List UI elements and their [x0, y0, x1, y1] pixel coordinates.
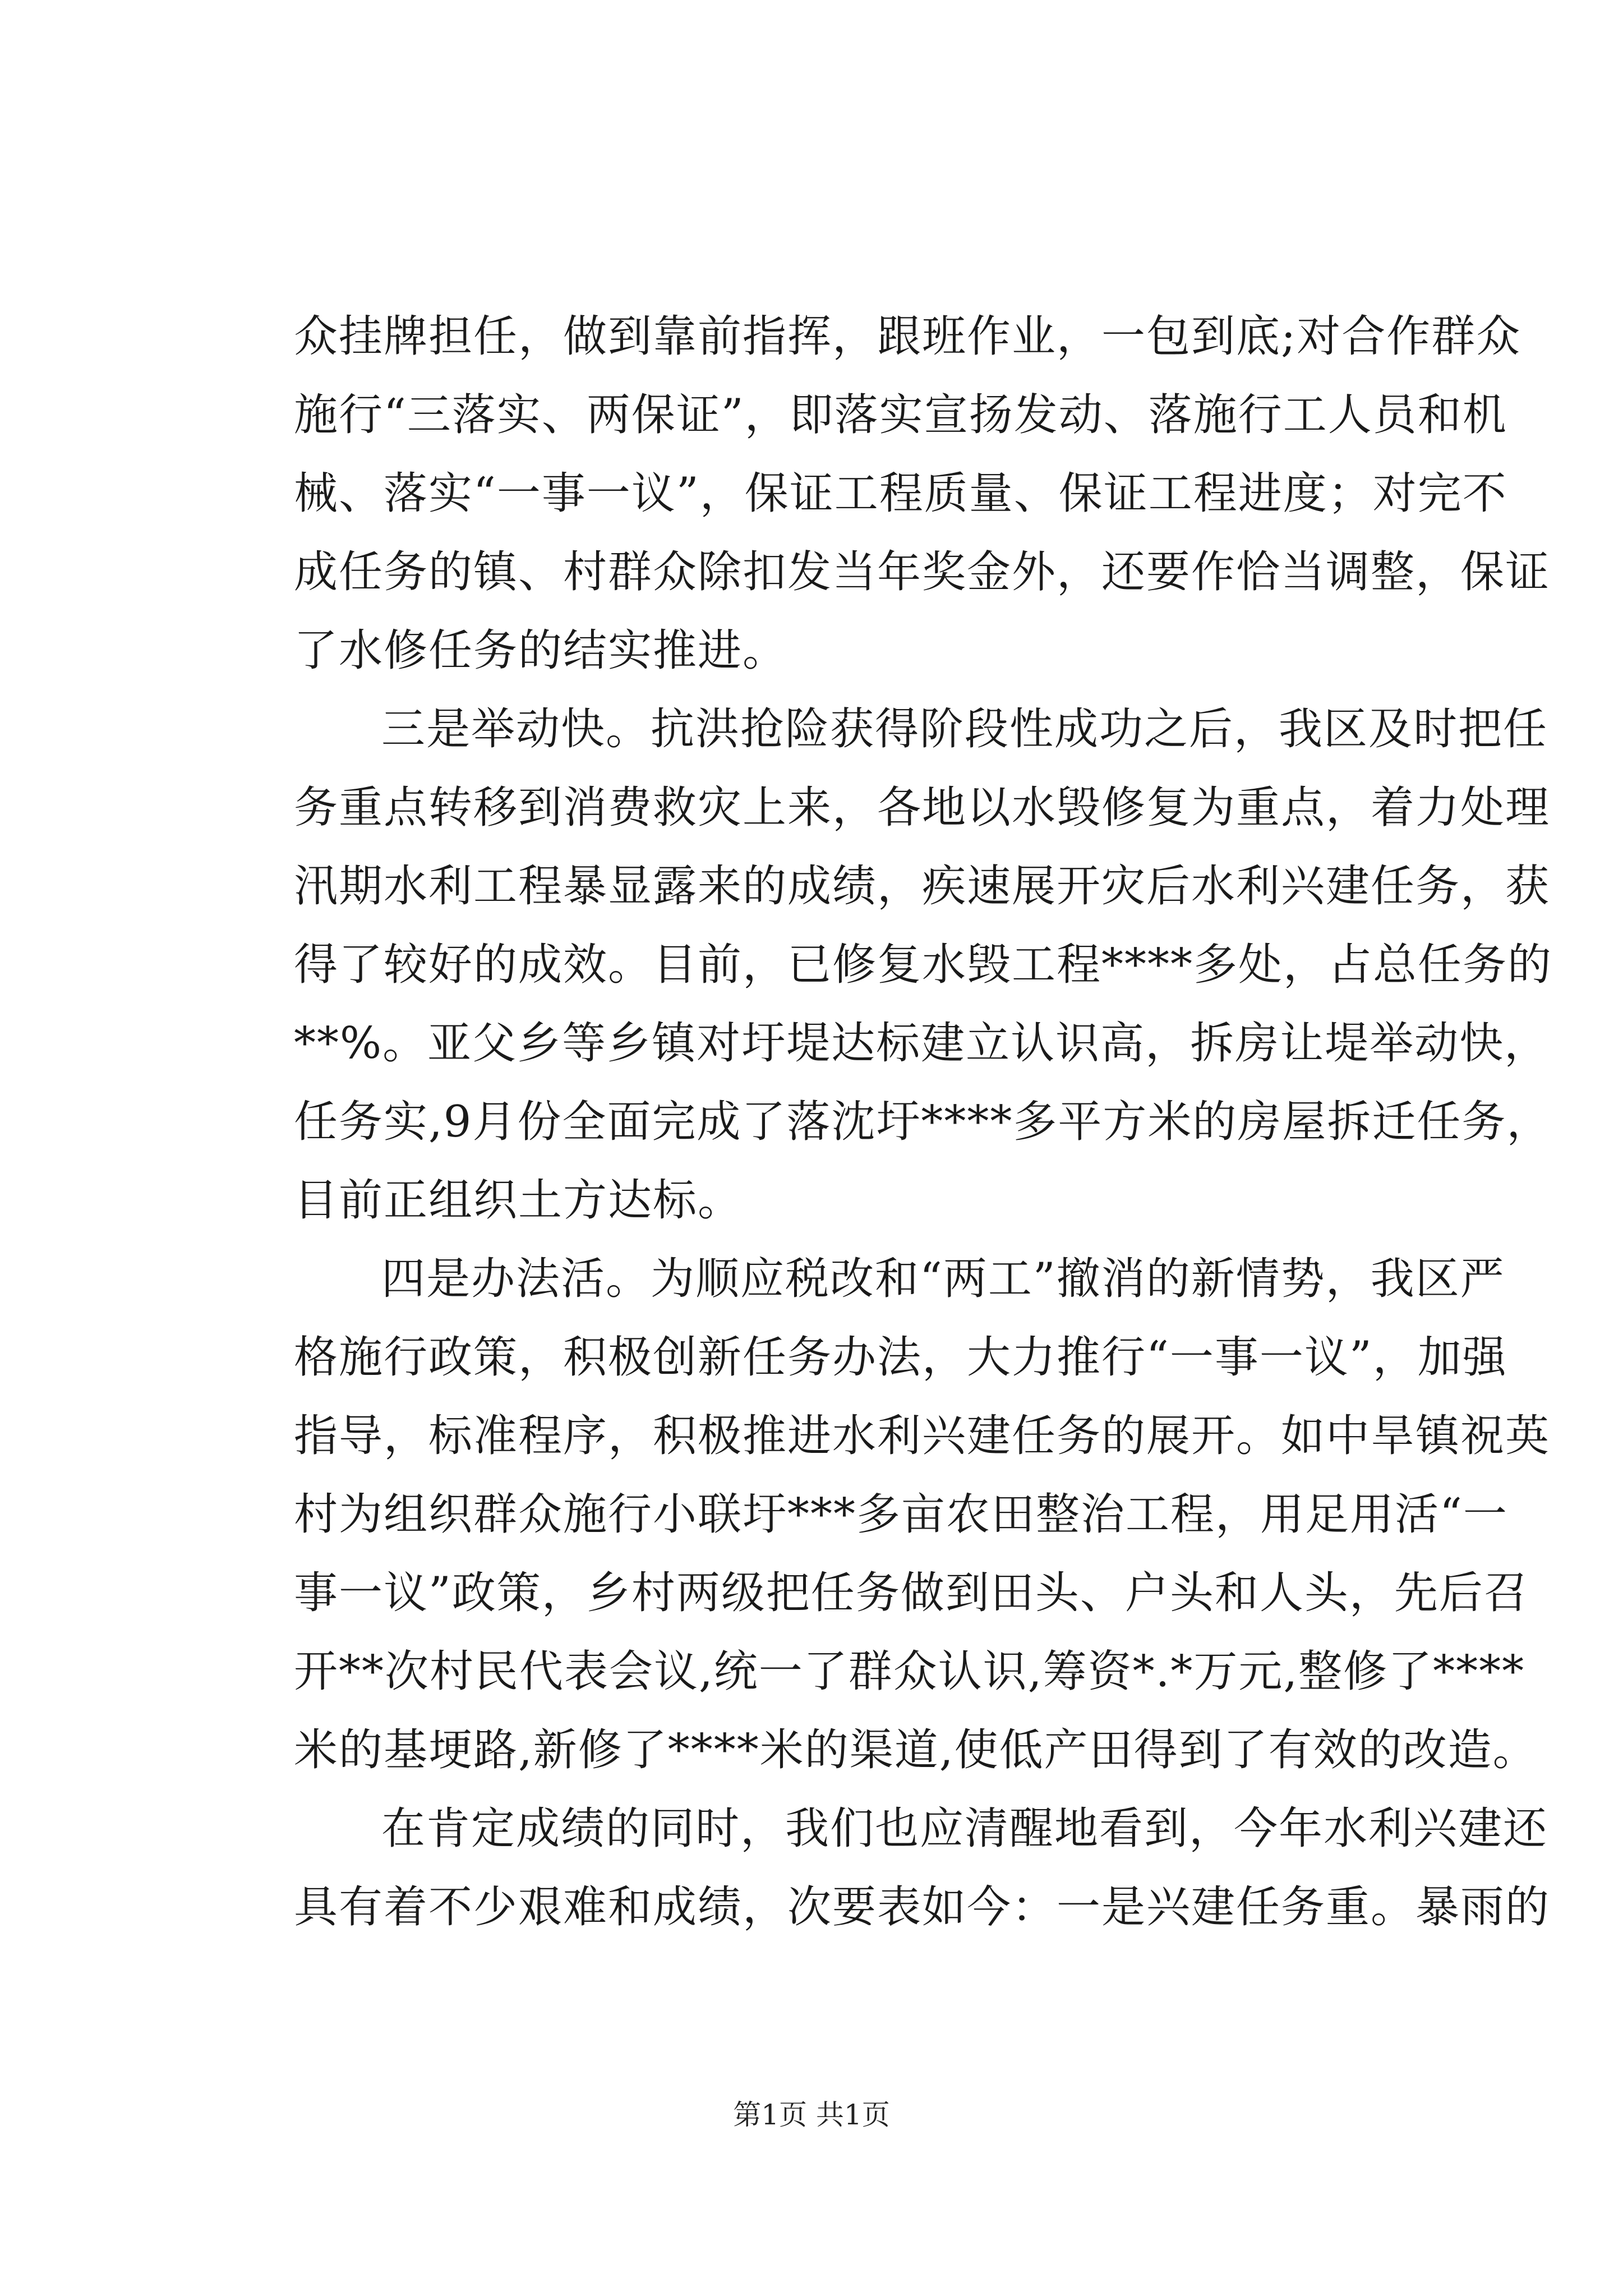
paragraph-start-line: 四是办法活。为顺应税改和“两工”撤消的新情势，我区严	[381, 1254, 1505, 1304]
text-line: 事一议”政策，乡村两级把任务做到田头、户头和人头，先后召	[294, 1568, 1529, 1618]
text-line: 米的基埂路,新修了****米的渠道,使低产田得到了有效的改造。	[294, 1725, 1538, 1775]
text-line: 目前正组织土方达标。	[294, 1175, 743, 1226]
paragraph-start-line: 三是举动快。抗洪抢险获得阶段性成功之后，我区及时把任	[381, 704, 1548, 754]
text-line: 成任务的镇、村群众除扣发当年奖金外，还要作恰当调整，保证	[294, 547, 1551, 597]
text-line: 具有着不少艰难和成绩，次要表如今：一是兴建任务重。暴雨的	[294, 1882, 1551, 1932]
text-line: **%。亚父乡等乡镇对圩堤达标建立认识高，拆房让堤举动快，	[294, 1018, 1550, 1069]
text-line: 械、落实“一事一议”，保证工程质量、保证工程进度；对完不	[294, 468, 1507, 519]
text-line: 汛期水利工程暴显露来的成绩，疾速展开灾后水利兴建任务，获	[294, 861, 1551, 912]
text-line: 了水修任务的结实推进。	[294, 625, 788, 676]
text-line: 务重点转移到消费救灾上来，各地以水毁修复为重点，着力处理	[294, 783, 1551, 833]
page-footer: 第1页 共1页	[733, 2099, 890, 2131]
text-line: 任务实,9月份全面完成了落沈圩****多平方米的房屋拆迁任务，	[294, 1097, 1552, 1147]
text-line: 格施行政策，积极创新任务办法，大力推行“一事一议”，加强	[294, 1332, 1507, 1383]
paragraph-start-line: 在肯定成绩的同时，我们也应清醒地看到，今年水利兴建还	[381, 1803, 1548, 1854]
text-line: 指导，标准程序，积极推进水利兴建任务的展开。如中旱镇祝英	[294, 1411, 1551, 1461]
text-line: 得了较好的成效。目前，已修复水毁工程****多处，占总任务的	[294, 940, 1553, 990]
text-line: 众挂牌担任，做到靠前指挥，跟班作业，一包到底;对合作群众	[294, 311, 1521, 362]
text-line: 施行“三落实、两保证”，即落实宣扬发动、落施行工人员和机	[294, 390, 1507, 440]
text-line: 开**次村民代表会议,统一了群众认识,筹资*.*万元,整修了****	[294, 1646, 1525, 1697]
text-line: 村为组织群众施行小联圩***多亩农田整治工程，用足用活“一	[294, 1489, 1508, 1540]
